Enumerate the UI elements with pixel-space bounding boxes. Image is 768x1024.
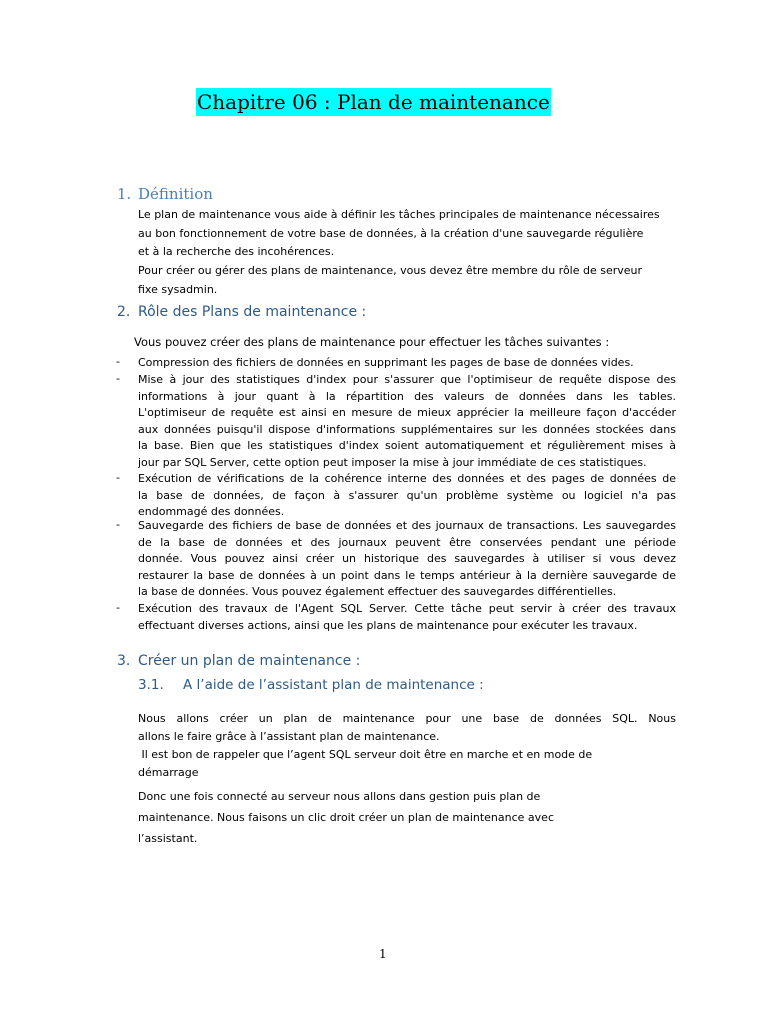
text-line: endommagé des données. bbox=[138, 505, 285, 518]
text-line: restaurer la base de données à un point dans le temps antérieur à la dernière sauvegarde de bbox=[138, 568, 676, 582]
chapter-title: Chapitre 06 : Plan de maintenance bbox=[197, 90, 550, 114]
bullet-marker: - bbox=[116, 518, 120, 531]
wizard-paragraph bbox=[138, 710, 676, 782]
bullet-marker: - bbox=[116, 471, 120, 484]
text-line: la base. Bien que les statistiques d'index soient automatiquement et régulièrement mises à bbox=[138, 439, 676, 452]
text-line: donnée. Vous pouvez ainsi créer un historique des sauvegardes à utiliser si vous devez bbox=[138, 552, 676, 565]
text-line: effectuant diverses actions, ainsi que les plans de maintenance pour exécuter les travaux. bbox=[138, 618, 638, 632]
bullet-item bbox=[138, 355, 676, 372]
bullet-marker: - bbox=[116, 601, 120, 614]
text-line: Exécution des travaux de l'Agent SQL Server. Cette tâche peut servir à créer des travaux bbox=[138, 602, 676, 615]
text-line: Exécution de vérifications de la cohérence interne des données et des pages de données de bbox=[138, 472, 676, 485]
section-title: Définition bbox=[138, 185, 213, 203]
text-line: Pour créer ou gérer des plans de maintenance, vous devez être membre du rôle de serveur bbox=[138, 264, 643, 278]
subsection-number: 3.1. bbox=[138, 677, 164, 693]
text-line: l’assistant. bbox=[138, 832, 198, 845]
section-heading-definition bbox=[117, 184, 213, 204]
text-line: au bon fonctionnement de votre base de données, à la création d'une sauvegarde régulière bbox=[138, 226, 644, 240]
text-line: Mise à jour des statistiques d'index pour s'assurer que l'optimiseur de requête dispose des bbox=[138, 373, 676, 386]
text-line: Donc une fois connecté au serveur nous allons dans gestion puis plan de bbox=[138, 790, 541, 803]
text-line: Sauvegarde des fichiers de base de données et des journaux de transactions. Les sauvegardes bbox=[138, 519, 676, 532]
text-line: démarrage bbox=[138, 766, 199, 779]
text-line: jour par SQL Server, cette option peut imposer la mise à jour immédiate de ces statistiques. bbox=[138, 455, 647, 469]
text-line: allons le faire grâce à l’assistant plan de maintenance. bbox=[138, 730, 440, 743]
subsection-title: A l’aide de l’assistant plan de maintenance : bbox=[183, 677, 484, 693]
page-number: 1 bbox=[379, 947, 387, 961]
text-line: Le plan de maintenance vous aide à définir les tâches principales de maintenance nécessaires bbox=[138, 208, 660, 221]
bullet-item bbox=[138, 601, 676, 634]
roles-intro: Vous pouvez créer des plans de maintenance pour effectuer les tâches suivantes : bbox=[134, 335, 610, 349]
section-title: Créer un plan de maintenance : bbox=[138, 653, 361, 669]
section-heading-roles bbox=[117, 302, 366, 322]
text-line: Il est bon de rappeler que l’agent SQL serveur doit être en marche et en mode de bbox=[138, 748, 593, 761]
bullet-item bbox=[138, 518, 676, 601]
section-heading-create-plan bbox=[117, 651, 360, 671]
text-line: Nous allons créer un plan de maintenance pour une base de données SQL. Nous bbox=[138, 712, 676, 725]
definition-paragraph bbox=[138, 206, 676, 300]
text-line: et à la recherche des incohérences. bbox=[138, 245, 335, 259]
text-line: de la base de données et des journaux peuvent être conservées pendant une période bbox=[138, 535, 676, 549]
subsection-heading-wizard bbox=[138, 675, 484, 695]
section-number: 2. bbox=[117, 304, 131, 320]
text-line: informations à jour quant à la répartition des valeurs de données dans les tables. bbox=[138, 389, 676, 403]
text-line: la base de données. Vous pouvez également effectuer des sauvegardes différentielles. bbox=[138, 585, 617, 598]
bullet-marker: - bbox=[116, 372, 120, 385]
section-number: 1. bbox=[117, 185, 132, 203]
text-line: Compression des fichiers de données en supprimant les pages de base de données vides. bbox=[138, 356, 634, 369]
text-line: fixe sysadmin. bbox=[138, 282, 218, 296]
text-line: maintenance. Nous faisons un clic droit créer un plan de maintenance avec bbox=[138, 811, 554, 824]
section-title: Rôle des Plans de maintenance : bbox=[138, 304, 367, 320]
wizard-paragraph-2 bbox=[138, 786, 676, 849]
section-number: 3. bbox=[117, 653, 131, 669]
bullet-marker: - bbox=[116, 355, 120, 368]
text-line: la base de données, de façon à s'assurer qu'un problème système ou logiciel n'a pas bbox=[138, 488, 676, 502]
bullet-item bbox=[138, 372, 676, 471]
bullet-item bbox=[138, 471, 676, 521]
text-line: L'optimiseur de requête est ainsi en mesure de mieux apprécier la meilleure façon d'accéder bbox=[138, 406, 676, 419]
text-line: aux données puisqu'il dispose d'informations supplémentaires sur les données stockées dans bbox=[138, 422, 676, 436]
